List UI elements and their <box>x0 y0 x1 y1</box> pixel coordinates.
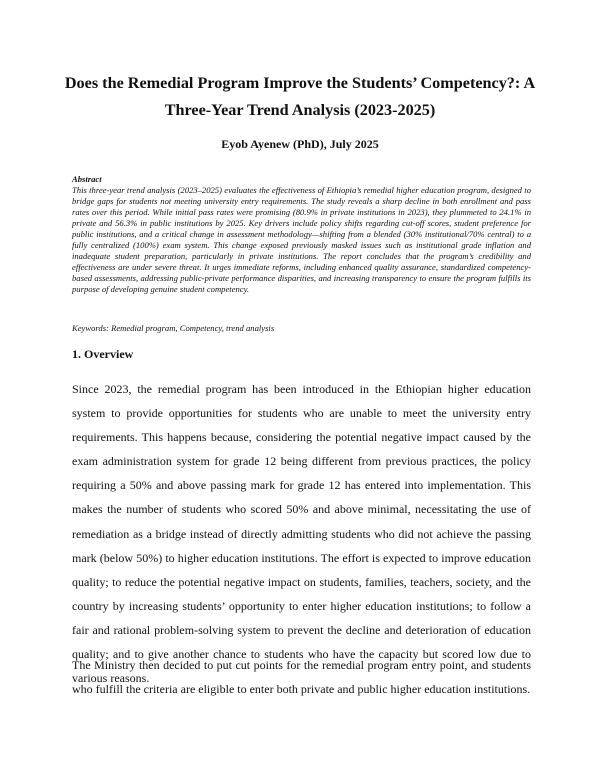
section-heading-overview: 1. Overview <box>72 347 134 361</box>
body-paragraph: Since 2023, the remedial program has been introduced in the Ethiopian higher education system to provide opportunities for students who are unable to meet the university entry requirements. This happens because, considering the potential negative impact caused by the exam administration system for grade 12 being different from previous practices, the policy requiring a 50% and above passing mark for grade 12 has entered into implementation. This makes the number of students who scored 50% and above minimal, necessitating the use of remediation as a bridge instead of directly admitting students who did not achieve the passing mark (below 50%) to higher education institutions. The effort is expected to improve education quality; to reduce the potential negative impact on students, families, teachers, society, and the country by increasing students’ opportunity to enter higher education institutions; to follow a fair and rational problem-solving system to prevent the decline and deterioration of education quality; and to give another chance to students who have the capacity but scored low due to various reasons. <box>72 382 531 686</box>
keywords: Keywords: Remedial program, Competency, trend analysis <box>72 323 275 333</box>
body-paragraph: The Ministry then decided to put cut points for the remedial program entry point, and students who fulfill the criteria are eligible to enter both private and public higher education institutions. <box>72 658 531 697</box>
paper-title: Does the Remedial Program Improve the Students’ Competency?: A Three-Year Trend Analysis (2023-2025) <box>64 74 536 119</box>
abstract-heading: Abstract <box>72 174 102 184</box>
author-line: Eyob Ayenew (PhD), July 2025 <box>221 137 379 151</box>
abstract-text: This three-year trend analysis (2023–2025) evaluates the effectiveness of Ethiopia’s remedial higher education program, designed to bridge gaps for students not meeting university entry requirements. The study reveals a sharp decline in both enrollment and pass rates over this period. While initial pass rates were promising (80.9% in private institutions in 2023), they plummeted to 24.1% in private and 56.3% in public institutions by 2025. Key drivers include policy shifts regarding cut-off scores, student preference for public institutions, and a critical change in assessment methodology—shifting from a blended (30% institutional/70% central) to a fully centralized (100%) exam system. This change exposed previously masked issues such as institutional grade inflation and inadequate student preparation, particularly in private institutions. The report concludes that the program’s credibility and effectiveness are under severe threat. It urges immediate reforms, including enhanced quality assurance, standardized competency-based assessments, addressing public-private performance disparities, and increasing transparency to ensure the program fulfills its purpose of developing genuine student competency. <box>72 185 531 294</box>
